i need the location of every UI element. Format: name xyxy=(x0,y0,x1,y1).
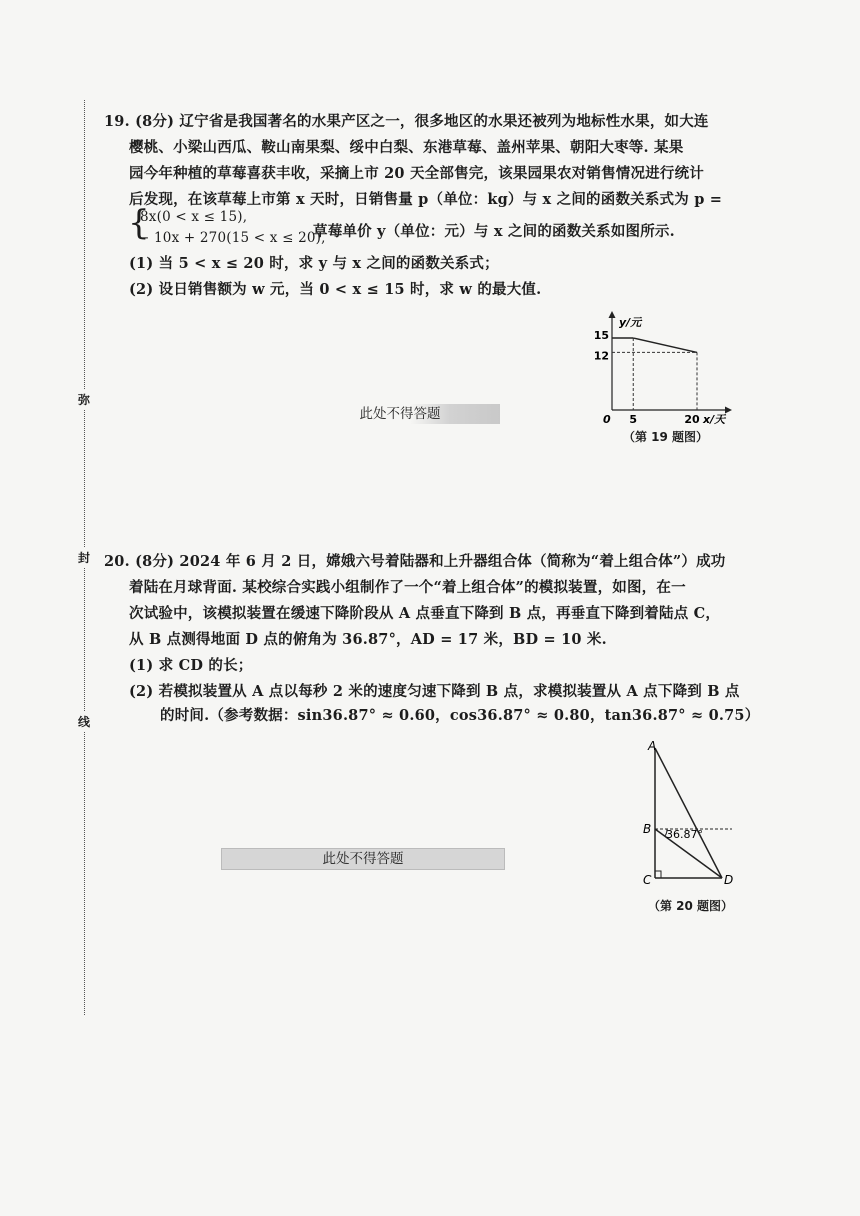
q19-figure-caption: （第 19 题图） xyxy=(623,430,709,444)
q20-line-3: 次试验中，该模拟装置在缓速下降阶段从 A 点垂直下降到 B 点，再垂直下降到着陆点 C， xyxy=(129,605,721,622)
point-c-label: C xyxy=(643,873,652,887)
q20-sub-2a: (2) 若模拟装置从 A 点以每秒 2 米的速度匀速下降到 B 点，求模拟装置从 A 点下降到 B 点 xyxy=(129,683,740,700)
point-d-label: D xyxy=(724,873,734,887)
q19-line-4: 后发现，在该草莓上市第 x 天时，日销售量 p（单位：kg）与 x 之间的函数关系式为 p = xyxy=(129,191,723,208)
q20-line-2: 着陆在月球背面. 某校综合实践小组制作了一个“着上组合体”的模拟装置，如图，在一 xyxy=(129,579,686,596)
point-b-label: B xyxy=(643,822,652,836)
y-axis-label: y/元 xyxy=(619,316,642,329)
chart-series xyxy=(612,338,697,352)
y-tick-label-12: 12 xyxy=(593,349,609,363)
piecewise-brace: { xyxy=(128,203,150,243)
price-segment-2 xyxy=(633,338,697,352)
point-a-label: A xyxy=(648,739,657,753)
binding-char-xian: 线 xyxy=(78,712,90,731)
q20-line-1: 20. (8分) 2024 年 6 月 2 日，嫦娥六号着陆器和上升器组合体（简称为“着上组合体”）成功 xyxy=(104,553,726,570)
q19-line-1: 19. (8分) 辽宁省是我国著名的水果产区之一，很多地区的水果还被列为地标性水果，如大连 xyxy=(104,113,709,130)
q19-sub-1: (1) 当 5 < x ≤ 20 时，求 y 与 x 之间的函数关系式； xyxy=(129,255,499,272)
y-tick-label-15: 15 xyxy=(593,329,609,342)
q19-piece-1: 8x(0 < x ≤ 15), xyxy=(140,209,248,225)
angle-label: 36.87° xyxy=(666,828,703,841)
no-answer-zone-19: 此处不得答题 xyxy=(300,404,500,424)
binding-char-mi: 弥 xyxy=(78,390,90,409)
q19-sub-2: (2) 设日销售额为 w 元，当 0 < x ≤ 15 时，求 w 的最大值. xyxy=(129,281,542,298)
q20-line-4: 从 B 点测得地面 D 点的俯角为 36.87°，AD = 17 米，BD = 10 米. xyxy=(129,631,607,648)
x-axis-arrow xyxy=(725,407,732,414)
q19-piece-2: − 10x + 270(15 < x ≤ 20), xyxy=(138,230,326,246)
q19-line-2: 樱桃、小梁山西瓜、鞍山南果梨、绥中白梨、东港草莓、盖州苹果、朝阳大枣等. 某果 xyxy=(129,139,684,156)
x-axis-label: x/天 xyxy=(703,413,726,426)
origin-label: 0 xyxy=(603,413,611,426)
y-axis-arrow xyxy=(609,311,616,318)
q19-figure xyxy=(590,305,740,430)
q20-sub-2b: 的时间.（参考数据：sin36.87° ≈ 0.60，cos36.87° ≈ 0.80，tan36.87° ≈ 0.75） xyxy=(160,707,760,724)
x-tick-label-20: 20 xyxy=(684,413,700,426)
q20-sub-1: (1) 求 CD 的长； xyxy=(129,657,253,674)
x-tick-label-5: 5 xyxy=(629,413,638,426)
q19-line-3: 园今年种植的草莓喜获丰收，采摘上市 20 天全部售完，该果园果农对销售情况进行统计 xyxy=(129,165,704,182)
q20-figure-caption: （第 20 题图） xyxy=(648,899,734,913)
no-answer-zone-20: 此处不得答题 xyxy=(221,848,505,870)
q19-after-piece: 草莓单价 y（单位：元）与 x 之间的函数关系如图所示. xyxy=(313,223,675,240)
q20-figure xyxy=(640,738,740,890)
binding-char-feng: 封 xyxy=(78,548,90,567)
right-angle-mark xyxy=(655,871,661,878)
chart-ticks xyxy=(594,329,700,426)
chart-guides xyxy=(612,338,697,410)
segment-ad xyxy=(655,748,722,878)
